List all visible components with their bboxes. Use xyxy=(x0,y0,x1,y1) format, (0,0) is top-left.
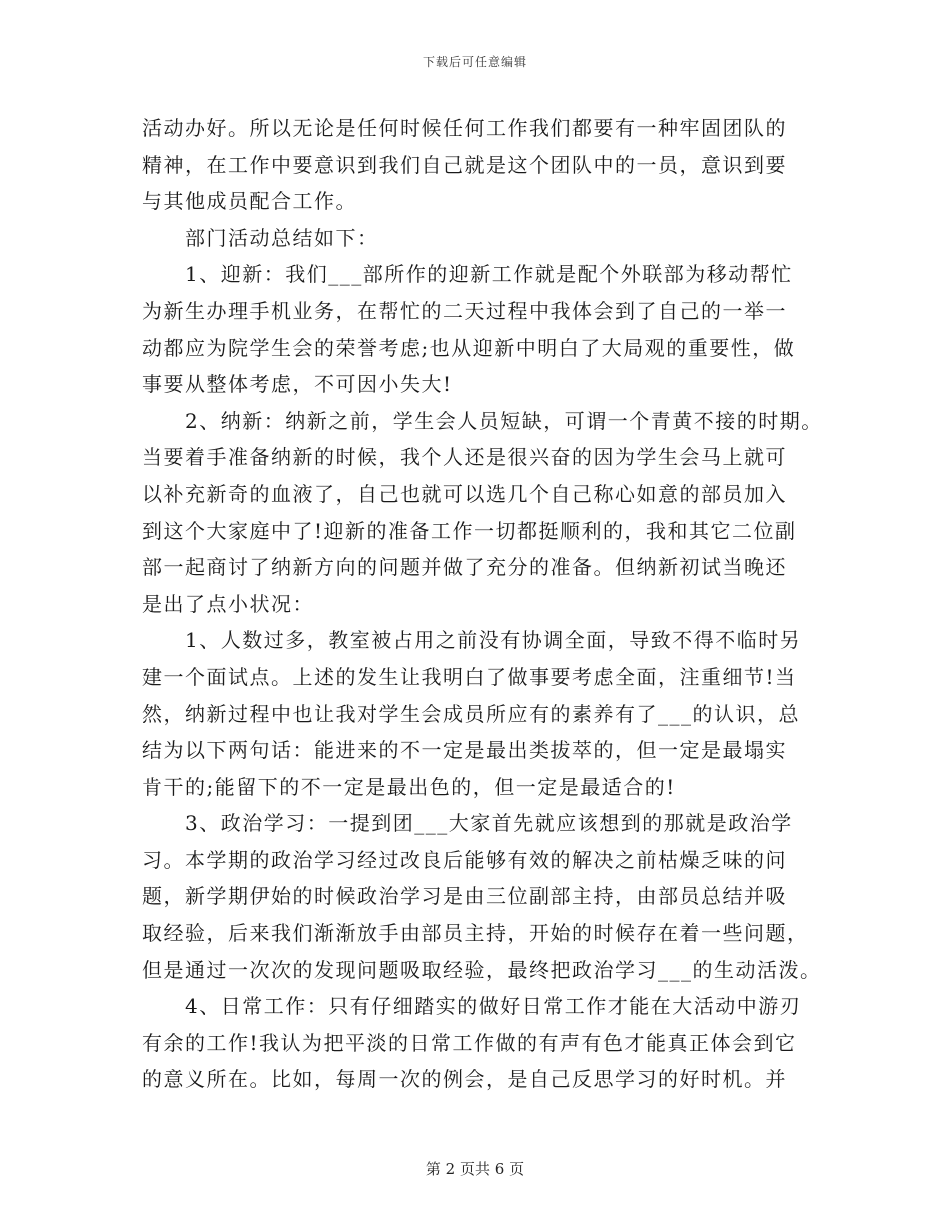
text-line: 精神，在工作中要意识到我们自己就是这个团队中的一员，意识到要 xyxy=(142,152,787,177)
text-line: 结为以下两句话：能进来的不一定是最出类拔萃的，但一定是最塌实 xyxy=(142,738,787,763)
paragraph-start: 1、迎新：我们___部所作的迎新工作就是配个外联部为移动帮忙 xyxy=(185,262,793,287)
paragraph-start: 4、日常工作：只有仔细踏实的做好日常工作才能在大活动中游刃 xyxy=(185,994,802,1019)
paragraph-start: 1、人数过多，教室被占用之前没有协调全面，导致不得不临时另 xyxy=(185,628,802,653)
text-line: 活动办好。所以无论是任何时候任何工作我们都要有一种牢固团队的 xyxy=(142,116,787,140)
section-intro: 部门活动总结如下： xyxy=(185,225,379,250)
paragraph-start: 3、政治学习：一提到团___大家首先就应该想到的那就是政治学 xyxy=(185,811,793,836)
text-line: 取经验，后来我们渐渐放手由部员主持，开始的时候存在着一些问题， xyxy=(142,921,809,946)
text-line: 题，新学期伊始的时候政治学习是由三位副部主持，由部员总结并吸 xyxy=(142,884,787,909)
text-line: 是出了点小状况： xyxy=(142,591,314,616)
text-line: 为新生办理手机业务，在帮忙的二天过程中我体会到了自己的一举一 xyxy=(142,298,787,323)
text-line: 的意义所在。比如，每周一次的例会，是自己反思学习的好时机。并 xyxy=(142,1067,787,1092)
text-line: 但是通过一次次的发现问题吸取经验，最终把政治学习___的生动活泼。 xyxy=(142,957,822,982)
text-line: 事要从整体考虑，不可因小失大! xyxy=(142,372,453,397)
paragraph-start: 2、纳新：纳新之前，学生会人员短缺，可谓一个青黄不接的时期。 xyxy=(185,408,823,433)
page-header-note: 下载后可任意编辑 xyxy=(422,55,527,69)
text-line: 有余的工作!我认为把平淡的日常工作做的有声有色才能真正体会到它 xyxy=(142,1030,797,1055)
text-line: 当要着手准备纳新的时候，我个人还是很兴奋的因为学生会马上就可 xyxy=(142,445,787,470)
text-line: 以补充新奇的血液了，自己也就可以选几个自己称心如意的部员加入 xyxy=(142,481,787,506)
text-line: 肯干的;能留下的不一定是最出色的，但一定是最适合的! xyxy=(142,774,676,799)
text-line: 然，纳新过程中也让我对学生会成员所应有的素养有了___的认识，总 xyxy=(142,701,800,726)
document-body xyxy=(142,110,822,1098)
page-number-footer: 第 2 页共 6 页 xyxy=(425,1160,525,1178)
text-line: 习。本学期的政治学习经过改良后能够有效的解决之前枯燥乏味的问 xyxy=(142,847,787,872)
text-line: 部一起商讨了纳新方向的问题并做了充分的准备。但纳新初试当晚还 xyxy=(142,555,787,580)
text-line: 到这个大家庭中了!迎新的准备工作一切都挺顺利的，我和其它二位副 xyxy=(142,518,797,543)
text-line: 动都应为院学生会的荣誉考虑;也从迎新中明白了大局观的重要性，做 xyxy=(142,335,796,360)
text-line: 建一个面试点。上述的发生让我明白了做事要考虑全面，注重细节!当 xyxy=(142,664,797,689)
text-line: 与其他成员配合工作。 xyxy=(142,189,357,214)
